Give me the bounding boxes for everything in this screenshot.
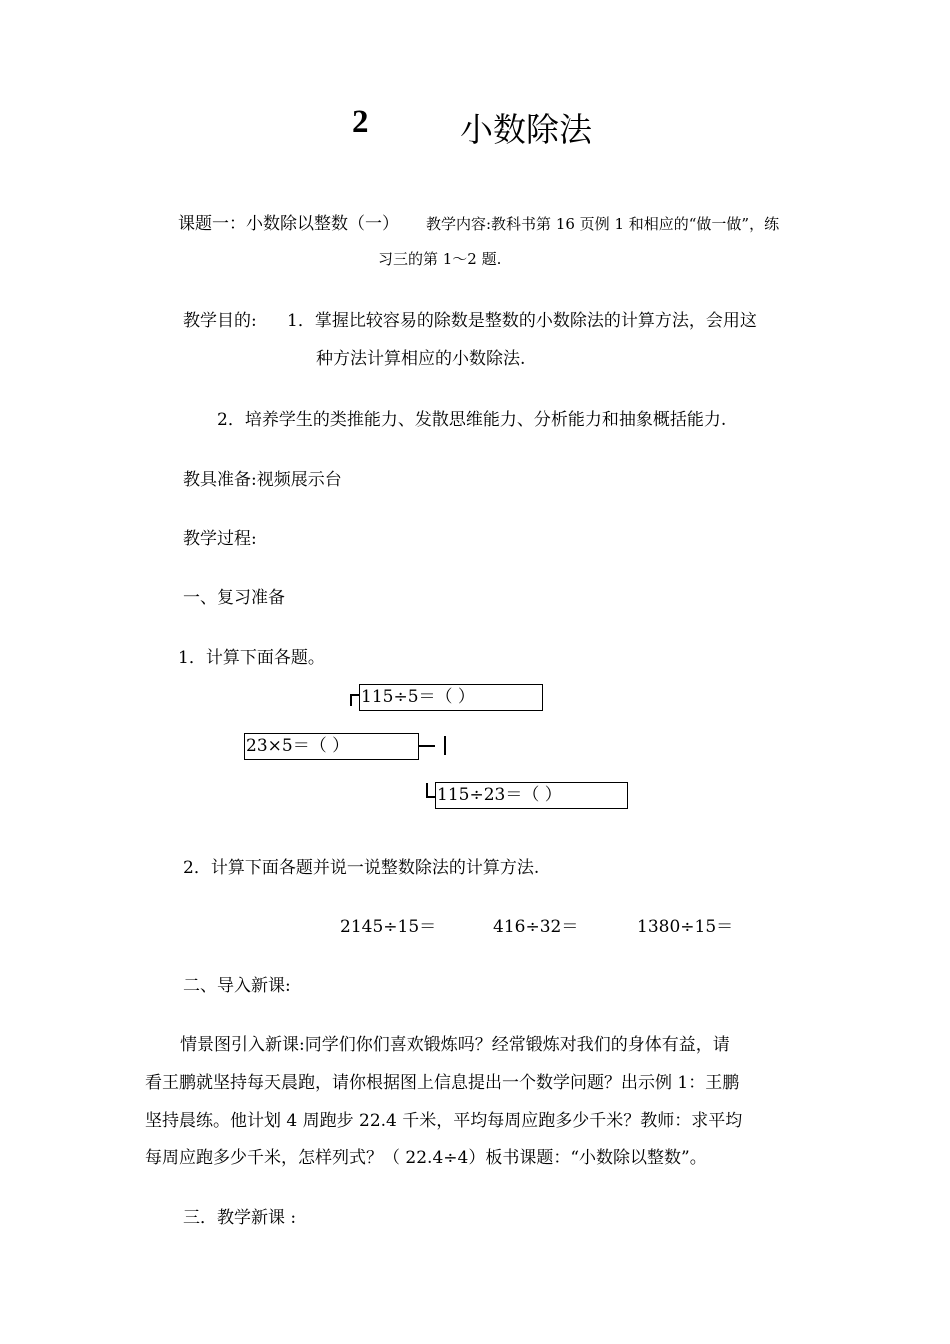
title-number: 2: [352, 104, 369, 140]
connector-dash: [419, 745, 435, 747]
objectives-label: 教学目的:: [183, 311, 257, 331]
objective-2: 2．培养学生的类推能力、发散思维能力、分析能力和抽象概括能力.: [217, 410, 727, 430]
objective-1-line2: 种方法计算相应的小数除法.: [316, 349, 526, 369]
connector-bar: [444, 736, 446, 755]
lesson-content-line2: 习三的第 1～2 题.: [378, 250, 502, 268]
section3-heading: 三．教学新课 :: [183, 1208, 297, 1228]
section2-para-line4: 每周应跑多少千米，怎样列式？（ 22.4÷4）板书课题：“小数除以整数”。: [145, 1148, 707, 1168]
section2-para-line1: 情景图引入新课:同学们你们喜欢锻炼吗？经常锻炼对我们的身体有益，请: [180, 1035, 730, 1055]
page-title: 小数除法: [460, 110, 592, 149]
bracket-top-horizontal: [350, 694, 359, 696]
lesson-topic: 课题一：小数除以整数（一）: [178, 214, 399, 234]
bracket-bottom-horizontal: [426, 796, 435, 798]
teaching-process-label: 教学过程:: [183, 529, 257, 549]
objective-1-line1: 1．掌握比较容易的除数是整数的小数除法的计算方法，会用这: [287, 311, 757, 331]
exercise-box-bottom: 115÷23＝（ ）: [435, 782, 628, 809]
section2-para-line2: 看王鹏就坚持每天晨跑，请你根据图上信息提出一个数学问题？出示例 1：王鹏: [145, 1073, 740, 1093]
teaching-tools: 教具准备:视频展示台: [183, 470, 342, 490]
section1-question2: 2．计算下面各题并说一说整数除法的计算方法.: [183, 858, 540, 878]
exercise-3: 1380÷15＝: [637, 917, 734, 937]
section1-heading: 一、复习准备: [183, 588, 285, 608]
exercise-2: 416÷32＝: [493, 917, 579, 937]
exercise-1: 2145÷15＝: [340, 917, 437, 937]
bracket-top-vertical: [350, 694, 352, 706]
section2-para-line3: 坚持晨练。他计划 4 周跑步 22.4 千米，平均每周应跑多少千米？教师：求平均: [145, 1111, 743, 1131]
bracket-bottom-vertical: [426, 783, 428, 797]
section2-heading: 二、导入新课:: [183, 976, 291, 996]
exercise-box-top: 115÷5＝（ ）: [359, 684, 543, 711]
exercise-box-left: 23×5＝（ ）: [244, 733, 419, 760]
section1-question1: 1．计算下面各题。: [178, 648, 325, 668]
lesson-content-line1: 教学内容:教科书第 16 页例 1 和相应的“做一做”，练: [426, 215, 780, 233]
